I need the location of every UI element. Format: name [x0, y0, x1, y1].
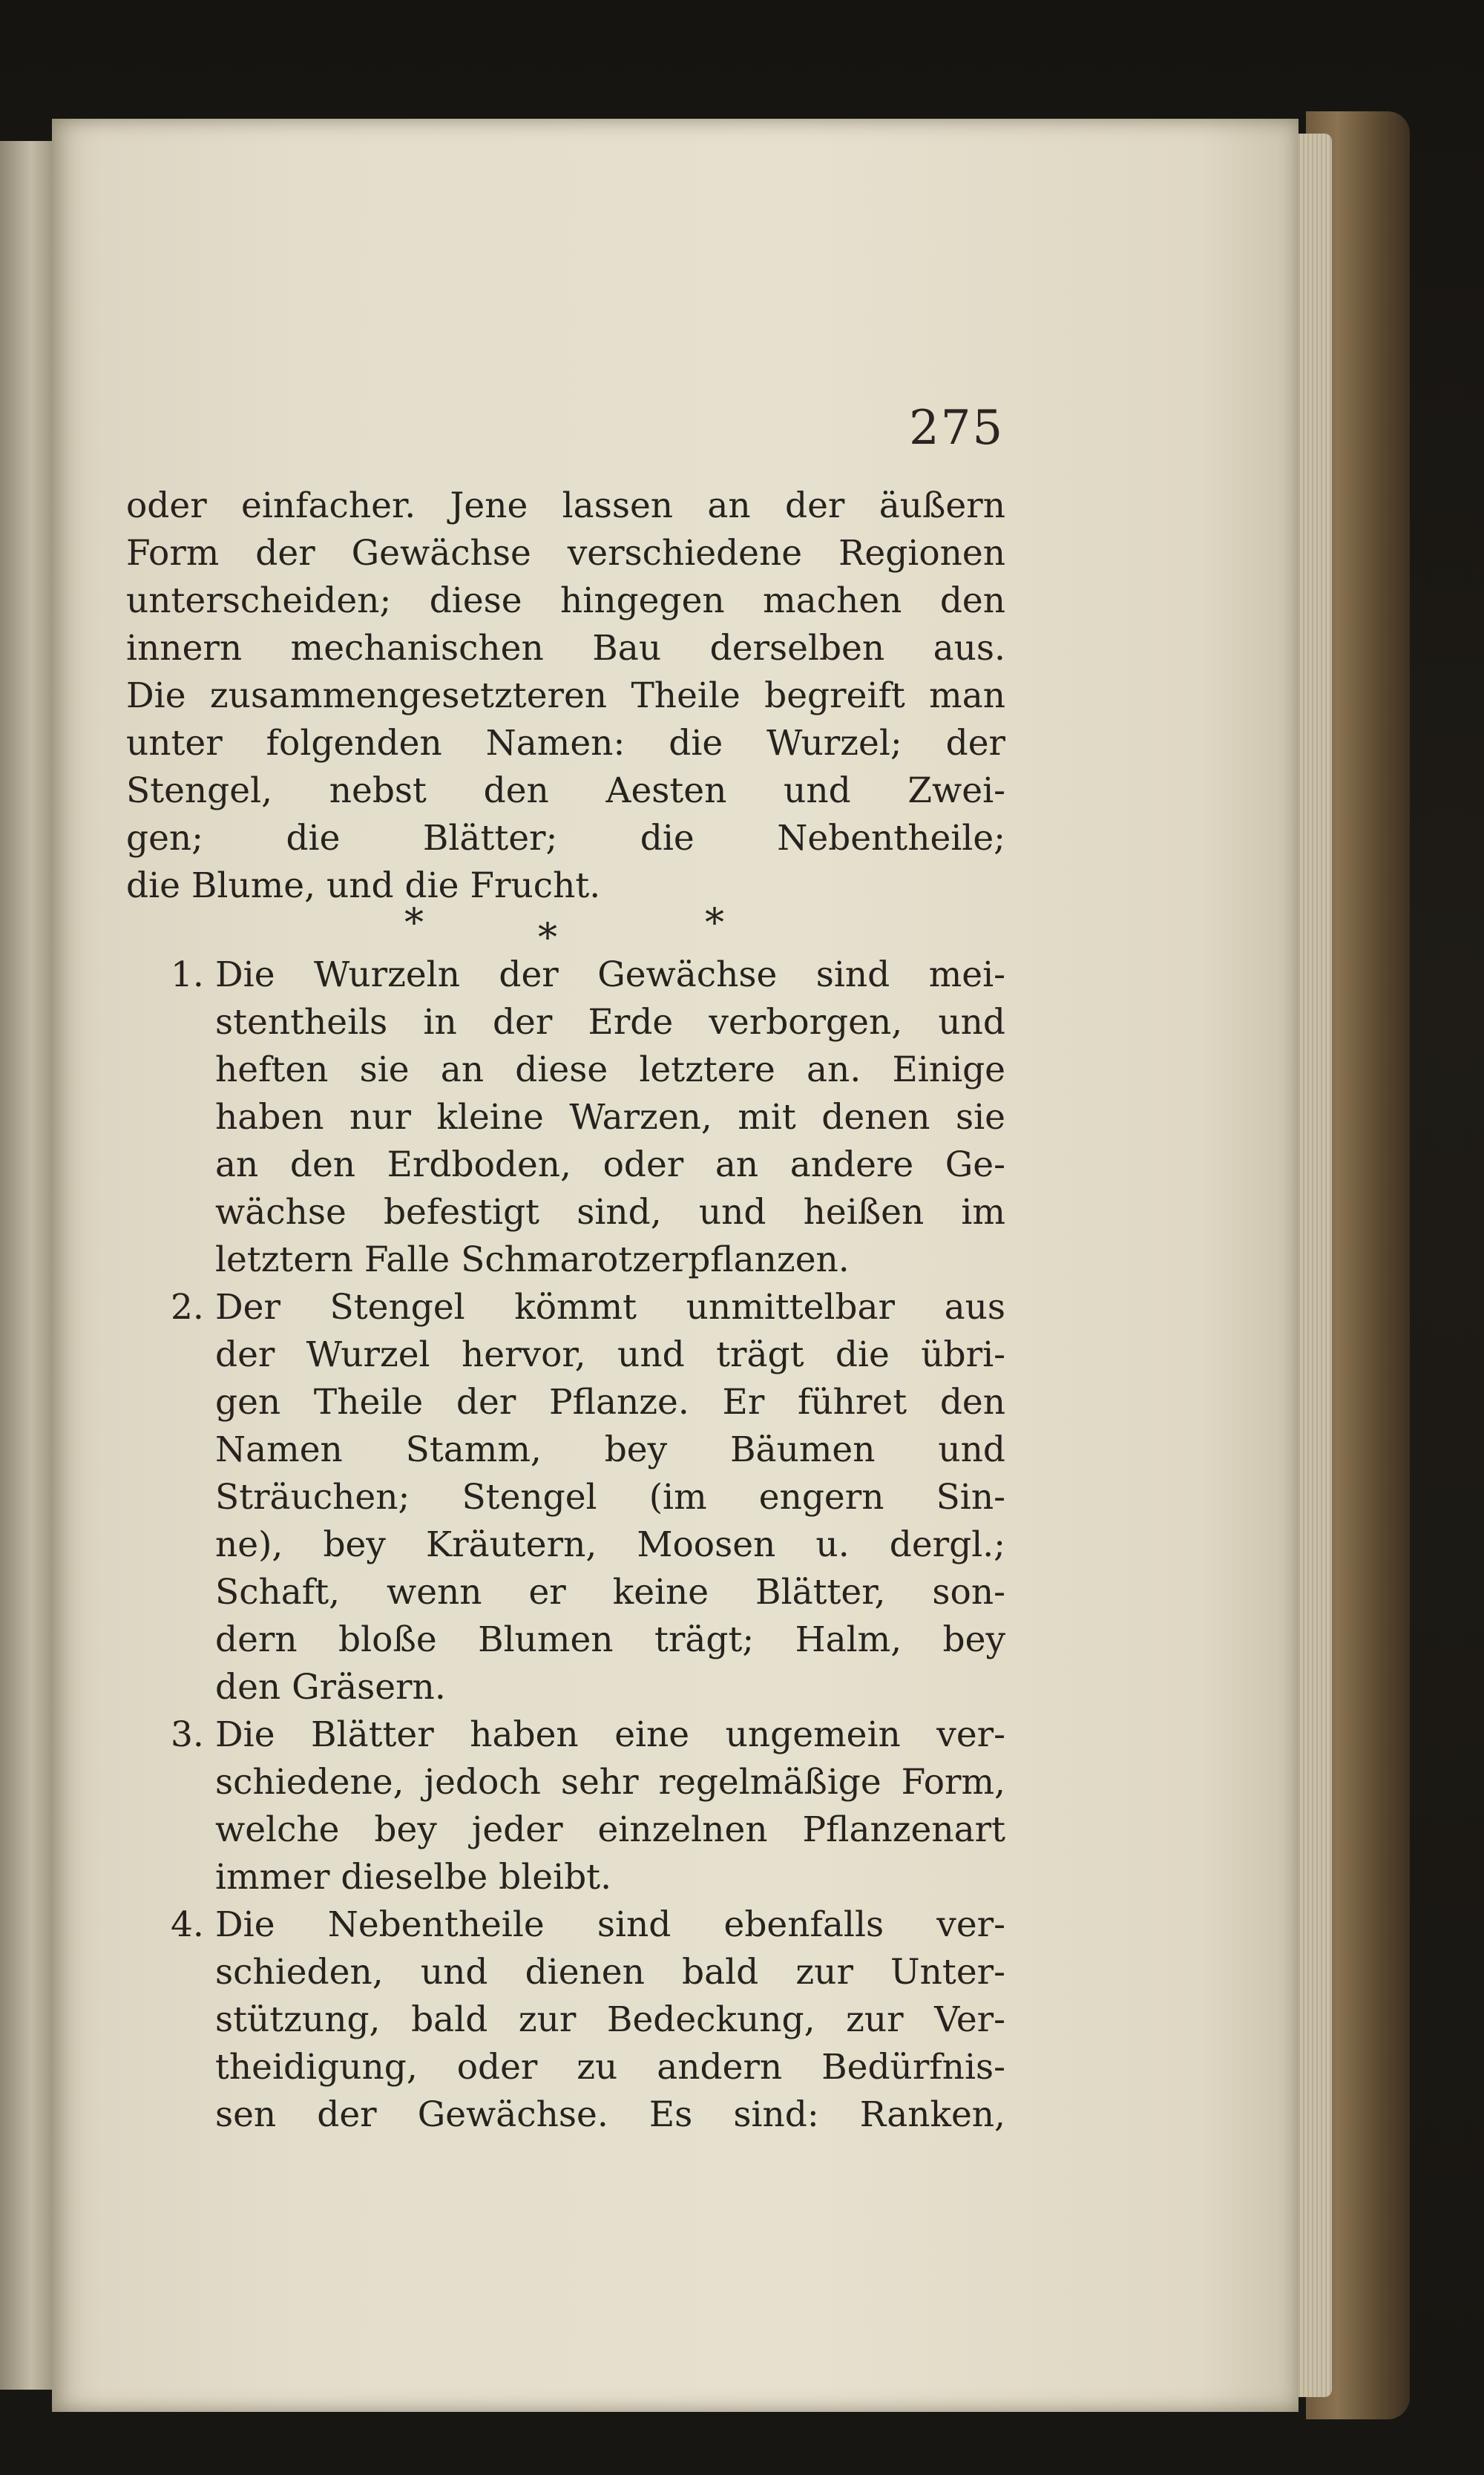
text-line: stützung, bald zur Bedeckung, zur Ver- [215, 1999, 1005, 2040]
text-line: ne), bey Kräutern, Moosen u. dergl.; [215, 1524, 1005, 1565]
intro-paragraph [126, 482, 1005, 910]
text-line: immer dieselbe bleibt. [215, 1857, 612, 1898]
asterisk: * [705, 901, 724, 945]
text-line: stentheils in der Erde verborgen, und [215, 1002, 1005, 1043]
asterisk: * [538, 916, 557, 960]
text-line: dern bloße Blumen trägt; Halm, bey [215, 1619, 1005, 1660]
page-number: 275 [909, 401, 1005, 456]
item-number: 4. [171, 1904, 204, 1945]
item-number: 3. [171, 1714, 204, 1755]
asterism-separator [126, 901, 1005, 960]
asterisk: * [404, 901, 424, 945]
text-line: Die Wurzeln der Gewächse sind mei- [215, 954, 1005, 995]
text-line: an den Erdboden, oder an andere Ge- [215, 1144, 1005, 1185]
text-line: haben nur kleine Warzen, mit denen sie [215, 1097, 1005, 1138]
text-line: Die Blätter haben eine ungemein ver- [215, 1714, 1005, 1755]
text-line: Der Stengel kömmt unmittelbar aus [215, 1287, 1005, 1328]
text-line: Namen Stamm, bey Bäumen und [215, 1429, 1005, 1470]
text-line: Schaft, wenn er keine Blätter, son- [215, 1572, 1005, 1613]
numbered-item-1 [126, 951, 1005, 1284]
text-line: letztern Falle Schmarotzerpflanzen. [215, 1239, 850, 1280]
text-line: Sträuchen; Stengel (im engern Sin- [215, 1477, 1005, 1518]
item-number: 2. [171, 1287, 204, 1328]
numbered-item-2 [126, 1284, 1005, 1711]
text-line: der Wurzel hervor, und trägt die übri- [215, 1334, 1005, 1375]
page-text [126, 482, 1005, 2139]
text-line: Form der Gewächse verschiedene Regionen [126, 533, 1005, 574]
item-first-line [126, 1901, 1005, 1949]
text-line: oder einfacher. Jene lassen an der äußern [126, 485, 1005, 526]
text-line: gen Theile der Pflanze. Er führet den [215, 1382, 1005, 1423]
text-line: wächse befestigt sind, und heißen im [215, 1192, 1005, 1233]
text-line: schieden, und dienen bald zur Unter- [215, 1952, 1005, 1993]
text-line: gen; die Blätter; die Nebentheile; [126, 818, 1005, 859]
text-line: Die Nebentheile sind ebenfalls ver- [215, 1904, 1005, 1945]
text-line: Stengel, nebst den Aesten und Zwei- [126, 770, 1005, 811]
text-line: den Gräsern. [215, 1667, 446, 1708]
text-line: heften sie an diese letztere an. Einige [215, 1049, 1005, 1090]
text-line: unterscheiden; diese hingegen machen den [126, 580, 1005, 621]
numbered-item-4 [126, 1901, 1005, 2139]
numbered-item-3 [126, 1711, 1005, 1901]
item-first-line [126, 1711, 1005, 1759]
text-line: welche bey jeder einzelnen Pflanzenart [215, 1809, 1005, 1850]
text-line: sen der Gewächse. Es sind: Ranken, [215, 2094, 1005, 2135]
text-line: unter folgenden Namen: die Wurzel; der [126, 723, 1005, 764]
text-line: schiedene, jedoch sehr regelmäßige Form, [215, 1762, 1005, 1803]
text-line: theidigung, oder zu andern Bedürfnis- [215, 2047, 1005, 2088]
text-line: die Blume, und die Frucht. [126, 865, 601, 906]
item-number: 1. [171, 954, 204, 995]
text-line: innern mechanischen Bau derselben aus. [126, 628, 1005, 669]
item-first-line [126, 951, 1005, 999]
item-first-line [126, 1284, 1005, 1331]
previous-page-sliver [0, 141, 52, 2390]
text-line: Die zusammengesetzteren Theile begreift man [126, 675, 1005, 716]
